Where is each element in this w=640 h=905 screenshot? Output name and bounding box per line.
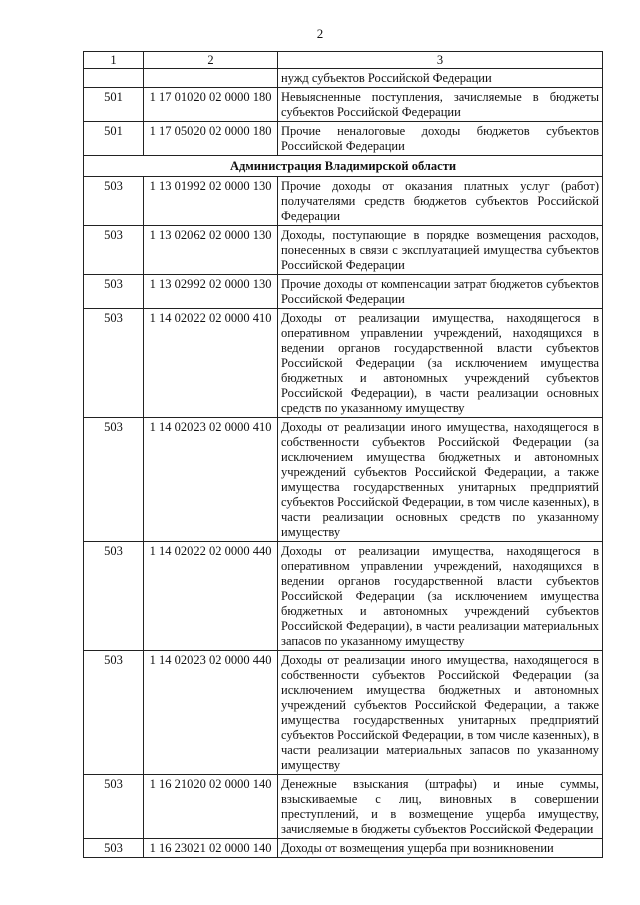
revenue-description-cell: Доходы от реализации имущества, находящегося в оперативном управлении учреждений, находящихся в ведении органов государственной власти субъектов Российской Федерации (за исключением имущества бюджетных и автономных учреждений субъектов Российской Федерации), в части реализации материальных запасов по указанному имуществу [278,542,603,651]
revenue-description-cell: Доходы от реализации иного имущества, находящегося в собственности субъектов Российской Федерации (за исключением имущества бюджетных и автономных учреждений субъектов Российской Федерации, а также имущества государственных унитарных предприятий субъектов Российской Федерации, в том числе казенных), в части реализации основных средств по указанному имуществу [278,418,603,542]
table-row [84,177,603,226]
revenue-code-cell: 1 16 21020 02 0000 140 [144,775,278,839]
revenue-description-cell: Прочие доходы от компенсации затрат бюджетов субъектов Российской Федерации [278,275,603,309]
revenue-description-cell: Доходы от возмещения ущерба при возникновении [278,839,603,858]
revenue-code-cell: 1 13 02992 02 0000 130 [144,275,278,309]
revenue-code-cell: 1 14 02023 02 0000 410 [144,418,278,542]
revenue-code-cell: 1 17 01020 02 0000 180 [144,88,278,122]
admin-code-cell: 503 [84,275,144,309]
revenue-description-cell: Доходы от реализации имущества, находящегося в оперативном управлении учреждений, находящихся в ведении органов государственной власти субъектов Российской Федерации (за исключением имущества бюджетных и автономных учреждений субъектов Российской Федерации), в части реализации основных средств по указанному имуществу [278,309,603,418]
revenue-code-cell: 1 17 05020 02 0000 180 [144,122,278,156]
revenue-description-cell: Прочие доходы от оказания платных услуг (работ) получателями средств бюджетов субъектов Российской Федерации [278,177,603,226]
table-row [84,309,603,418]
admin-code-cell: 503 [84,839,144,858]
revenue-description-cell: Прочие неналоговые доходы бюджетов субъектов Российской Федерации [278,122,603,156]
table-row [84,775,603,839]
revenue-description-cell: Доходы от реализации иного имущества, находящегося в собственности субъектов Российской Федерации (за исключением имущества бюджетных и автономных учреждений субъектов Российской Федерации, а также имущества государственных унитарных предприятий субъектов Российской Федерации, в том числе казенных), в части реализации материальных запасов по указанному имуществу [278,651,603,775]
column-header-2: 2 [144,52,278,69]
revenue-codes-table [83,51,603,858]
section-title: Администрация Владимирской области [84,156,603,177]
revenue-code-cell: 1 14 02023 02 0000 440 [144,651,278,775]
table-row [84,418,603,542]
revenue-code-cell: 1 13 02062 02 0000 130 [144,226,278,275]
revenue-description-cell: нужд субъектов Российской Федерации [278,69,603,88]
admin-code-cell [84,69,144,88]
admin-code-cell: 503 [84,542,144,651]
admin-code-cell: 503 [84,309,144,418]
admin-code-cell: 503 [84,226,144,275]
admin-code-cell: 503 [84,418,144,542]
table-row [84,122,603,156]
table-row [84,839,603,858]
table-header-row [84,52,603,69]
column-header-3: 3 [278,52,603,69]
revenue-description-cell: Денежные взыскания (штрафы) и иные суммы, взыскиваемые с лиц, виновных в совершении преступлений, и в возмещение ущерба имуществу, зачисляемые в бюджеты субъектов Российской Федерации [278,775,603,839]
page-number: 2 [316,26,324,41]
table-row [84,88,603,122]
admin-code-cell: 501 [84,88,144,122]
table-row [84,651,603,775]
revenue-code-cell: 1 14 02022 02 0000 440 [144,542,278,651]
admin-code-cell: 503 [84,775,144,839]
table-row [84,226,603,275]
admin-code-cell: 501 [84,122,144,156]
column-header-1: 1 [84,52,144,69]
admin-code-cell: 503 [84,177,144,226]
revenue-description-cell: Доходы, поступающие в порядке возмещения расходов, понесенных в связи с эксплуатацией имущества субъектов Российской Федерации [278,226,603,275]
revenue-code-cell: 1 13 01992 02 0000 130 [144,177,278,226]
revenue-description-cell: Невыясненные поступления, зачисляемые в бюджеты субъектов Российской Федерации [278,88,603,122]
table-row [84,275,603,309]
revenue-code-cell: 1 14 02022 02 0000 410 [144,309,278,418]
revenue-code-cell: 1 16 23021 02 0000 140 [144,839,278,858]
table-row [84,69,603,88]
revenue-code-cell [144,69,278,88]
admin-code-cell: 503 [84,651,144,775]
table-row [84,542,603,651]
section-heading-row [84,156,603,177]
